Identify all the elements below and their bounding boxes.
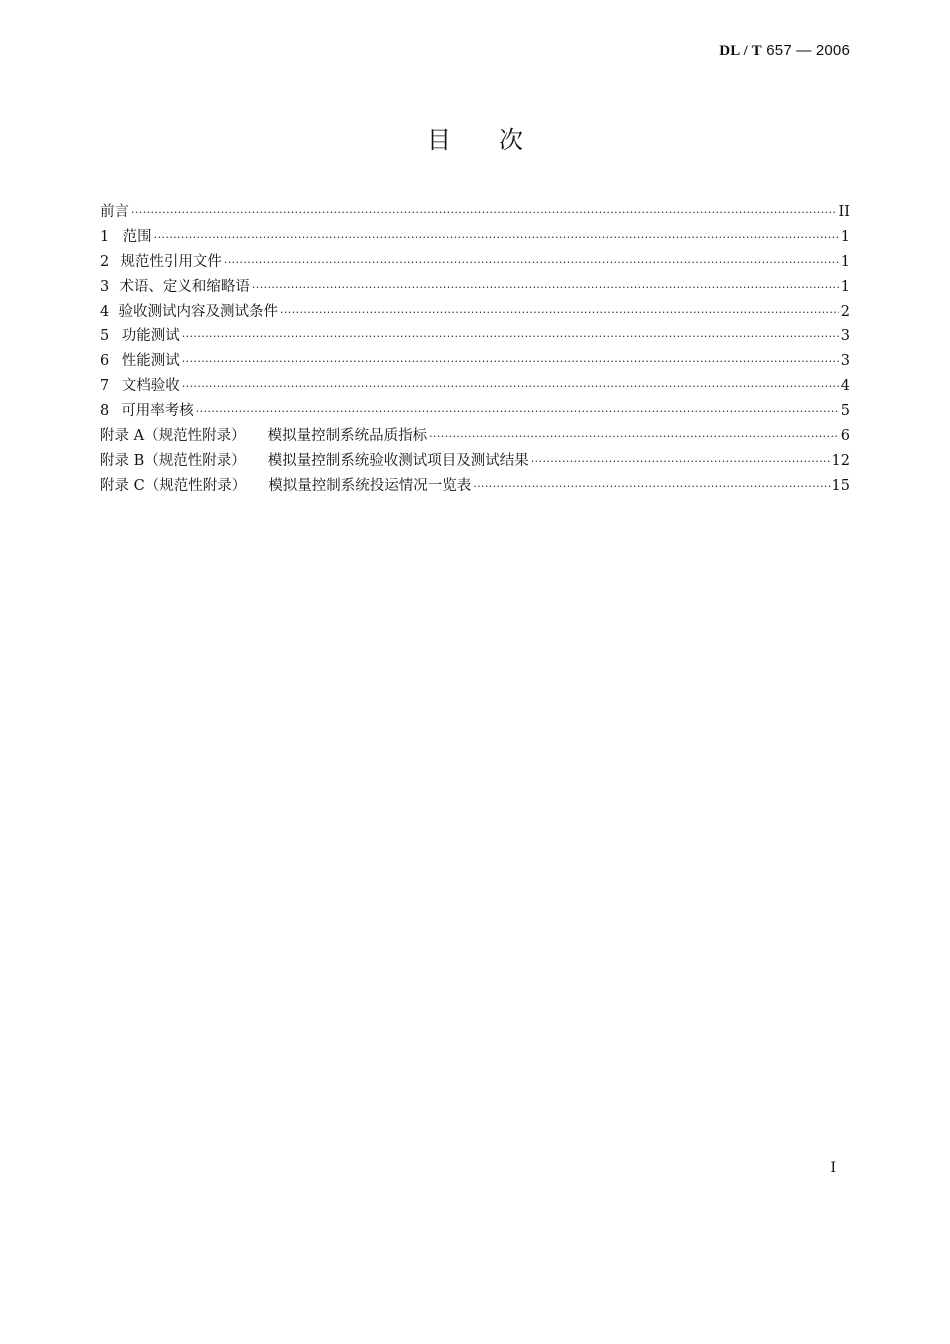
toc-entry-label: 性能测试: [121, 353, 180, 370]
toc-leader-dots: [182, 355, 839, 368]
document-code-prefix: DL / T: [719, 43, 762, 59]
toc-leader-dots: [280, 306, 839, 319]
toc-entry-label: 附录 A（规范性附录）: [100, 428, 246, 445]
page-title: 目次: [427, 126, 571, 154]
toc-leader-dots: [154, 231, 839, 244]
toc-entry-label: 前言: [100, 204, 129, 220]
toc-entry-4[interactable]: [100, 300, 850, 325]
toc-entry-number: 4: [100, 303, 110, 320]
toc-entry-6[interactable]: [100, 349, 850, 374]
toc-entry-number: 3: [100, 278, 110, 295]
toc-entry-label: 附录 B（规范性附录）: [100, 452, 246, 469]
toc-entry-page: 3: [840, 353, 850, 370]
toc-entry-foreword[interactable]: [100, 200, 850, 225]
toc-entry-8[interactable]: [100, 399, 850, 424]
toc-entry-label: 范围: [122, 228, 152, 245]
toc-entry-number: 2: [100, 253, 110, 270]
toc-entry-page: 3: [840, 328, 850, 345]
toc-entry-subtitle: 模拟量控制系统品质指标: [267, 428, 428, 445]
toc-entry-page: 1: [840, 253, 850, 270]
toc-entry-subtitle: 模拟量控制系统投运情况一览表: [268, 477, 472, 494]
toc-entry-appendix-a[interactable]: [100, 424, 850, 449]
toc-entry-page: 2: [840, 303, 850, 320]
toc-entry-2[interactable]: [100, 250, 850, 275]
toc-entry-5[interactable]: [100, 324, 850, 349]
table-of-contents: [100, 200, 850, 499]
toc-entry-label: 文档验收: [121, 378, 180, 395]
toc-entry-subtitle: 模拟量控制系统验收测试项目及测试结果: [267, 452, 529, 469]
toc-leader-dots: [196, 405, 839, 418]
toc-leader-dots: [182, 330, 839, 343]
toc-entry-number: 1: [100, 228, 110, 245]
toc-entry-number: 6: [100, 353, 110, 370]
toc-entry-label: 验收测试内容及测试条件: [118, 303, 278, 320]
toc-entry-1[interactable]: [100, 225, 850, 250]
toc-entry-page: II: [838, 204, 850, 220]
toc-leader-dots: [224, 256, 839, 269]
toc-entry-appendix-b[interactable]: [100, 449, 850, 474]
toc-leader-dots: [182, 380, 839, 393]
toc-entry-label: 规范性引用文件: [120, 253, 222, 270]
toc-leader-dots: [473, 480, 829, 493]
toc-leader-dots: [429, 430, 839, 443]
toc-entry-page: 15: [831, 477, 850, 494]
document-code: [719, 42, 850, 60]
toc-entry-label: 可用率考核: [121, 403, 194, 420]
toc-entry-page: 6: [840, 428, 850, 445]
toc-entry-label: 功能测试: [121, 328, 180, 345]
toc-entry-label: 附录 C（规范性附录）: [100, 477, 247, 494]
toc-entry-page: 1: [840, 278, 850, 295]
toc-entry-number: 5: [100, 328, 110, 345]
toc-entry-label: 术语、定义和缩略语: [119, 278, 250, 295]
toc-entry-number: 8: [100, 403, 110, 420]
toc-entry-page: 1: [840, 228, 850, 245]
toc-entry-3[interactable]: [100, 275, 850, 300]
toc-leader-dots: [531, 455, 830, 468]
document-code-number: 657 — 2006: [761, 42, 850, 59]
toc-entry-page: 4: [840, 378, 850, 395]
toc-entry-number: 7: [100, 378, 110, 395]
toc-leader-dots: [131, 206, 837, 219]
toc-entry-page: 12: [831, 452, 850, 469]
toc-entry-7[interactable]: [100, 374, 850, 399]
toc-entry-page: 5: [840, 403, 850, 420]
toc-leader-dots: [252, 281, 839, 294]
toc-entry-appendix-c[interactable]: [100, 474, 850, 499]
page-number: I: [830, 1160, 836, 1176]
